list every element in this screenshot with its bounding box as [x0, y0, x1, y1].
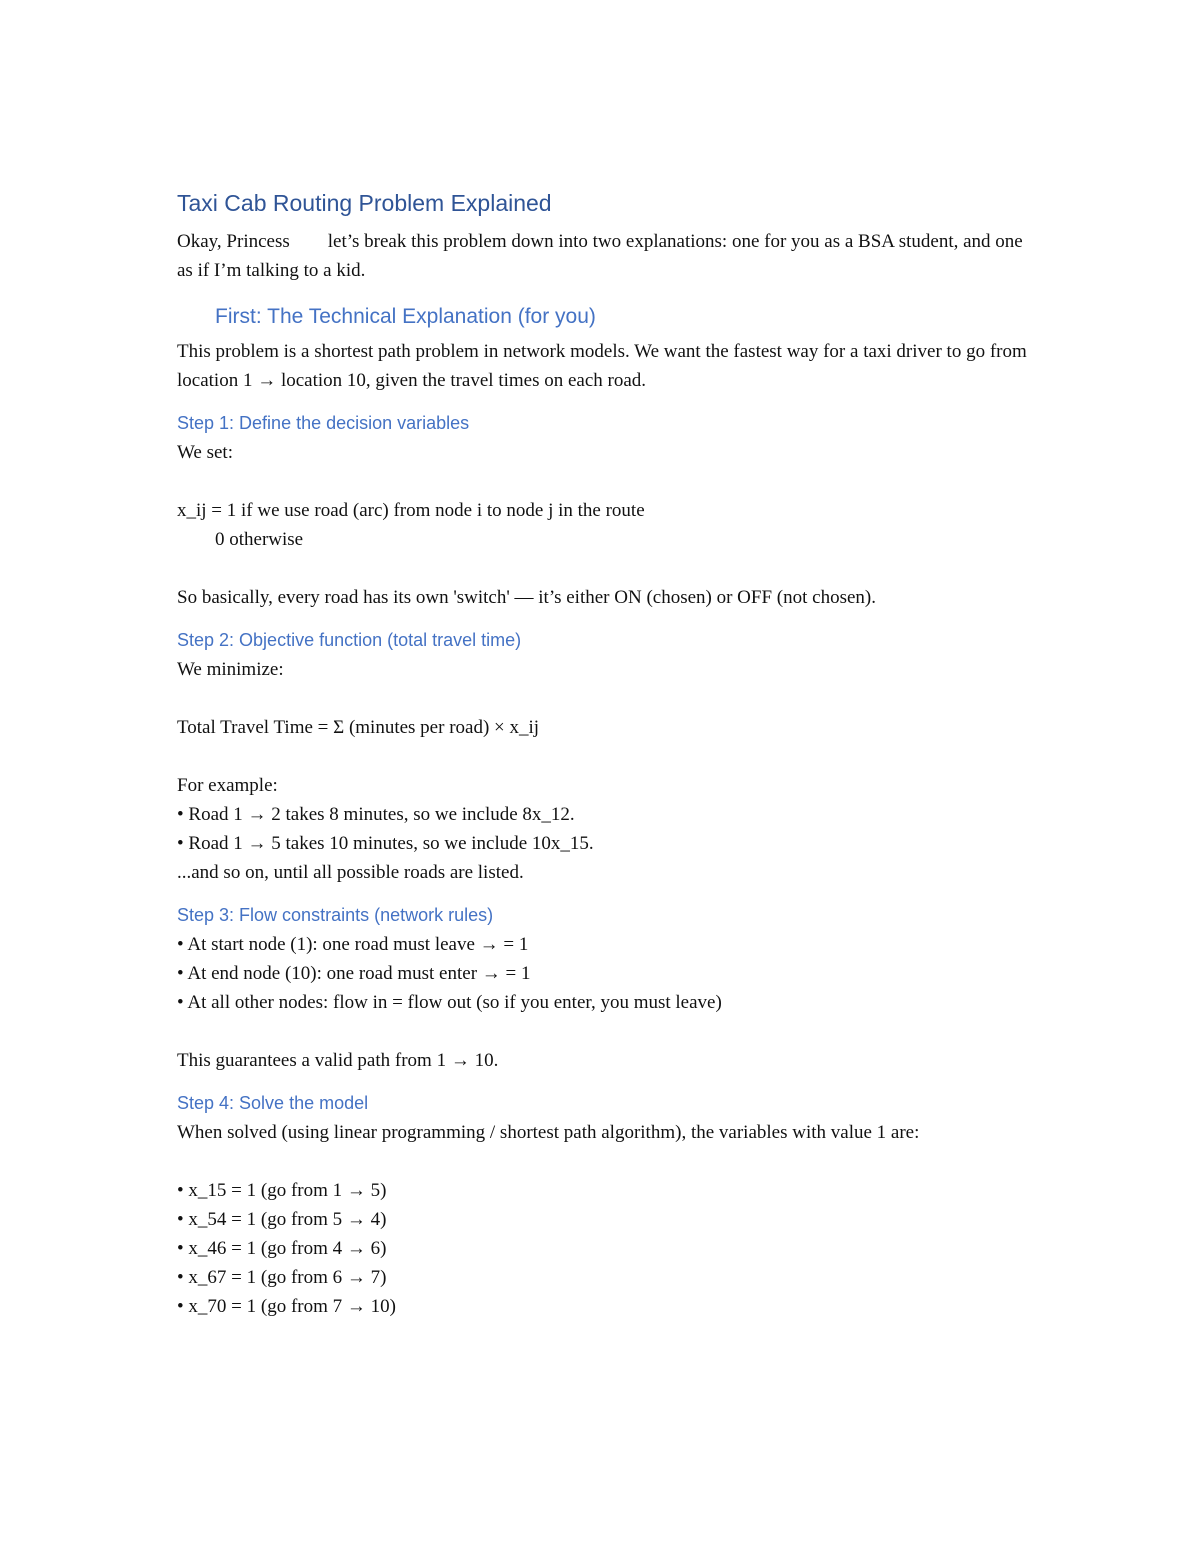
intro-paragraph: Okay, Princess let’s break this problem down into two explanations: one for you as a BSA student, and one as if I’m talking to a kid.: [177, 231, 1023, 281]
step2-line: Total Travel Time = Σ (minutes per road) × x_ij: [177, 717, 540, 738]
step4-line: • x_15 = 1 (go from 1 → 5): [177, 1180, 387, 1201]
step1-line: So basically, every road has its own 'switch' — it’s either ON (chosen) or OFF (not chosen).: [177, 587, 876, 608]
document-title: Taxi Cab Routing Problem Explained: [177, 190, 552, 216]
step1-line: x_ij = 1 if we use road (arc) from node i to node j in the route: [177, 500, 645, 521]
step2-line: For example:: [177, 775, 278, 796]
document-body: [177, 190, 1037, 1321]
step4-line: • x_70 = 1 (go from 7 → 10): [177, 1296, 396, 1317]
step4-line: • x_46 = 1 (go from 4 → 6): [177, 1238, 387, 1259]
section-heading-technical: First: The Technical Explanation (for you): [215, 305, 596, 328]
step3-line: • At end node (10): one road must enter → = 1: [177, 963, 531, 984]
step2-line: We minimize:: [177, 659, 284, 680]
step3-line: • At start node (1): one road must leave → = 1: [177, 934, 529, 955]
step2-line: • Road 1 → 5 takes 10 minutes, so we include 10x_15.: [177, 833, 594, 854]
step4-line: • x_54 = 1 (go from 5 → 4): [177, 1209, 387, 1230]
step1-line: We set:: [177, 442, 233, 463]
step4-heading: Step 4: Solve the model: [177, 1093, 369, 1113]
step1-heading: Step 1: Define the decision variables: [177, 413, 470, 433]
step2-heading: Step 2: Objective function (total travel time): [177, 630, 522, 650]
section-paragraph-technical: This problem is a shortest path problem in network models. We want the fastest way for a taxi driver to go from location 1 → location 10, given the travel times on each road.: [177, 341, 1027, 391]
step4-line: • x_67 = 1 (go from 6 → 7): [177, 1267, 387, 1288]
step1-line: 0 otherwise: [215, 529, 304, 550]
step2-line: • Road 1 → 2 takes 8 minutes, so we include 8x_12.: [177, 804, 575, 825]
step2-line: ...and so on, until all possible roads are listed.: [177, 862, 524, 883]
step3-line: • At all other nodes: flow in = flow out (so if you enter, you must leave): [177, 992, 722, 1013]
step3-line: This guarantees a valid path from 1 → 10.: [177, 1050, 499, 1071]
step4-line: When solved (using linear programming / shortest path algorithm), the variables with value 1 are:: [177, 1122, 920, 1143]
step3-heading: Step 3: Flow constraints (network rules): [177, 905, 494, 925]
